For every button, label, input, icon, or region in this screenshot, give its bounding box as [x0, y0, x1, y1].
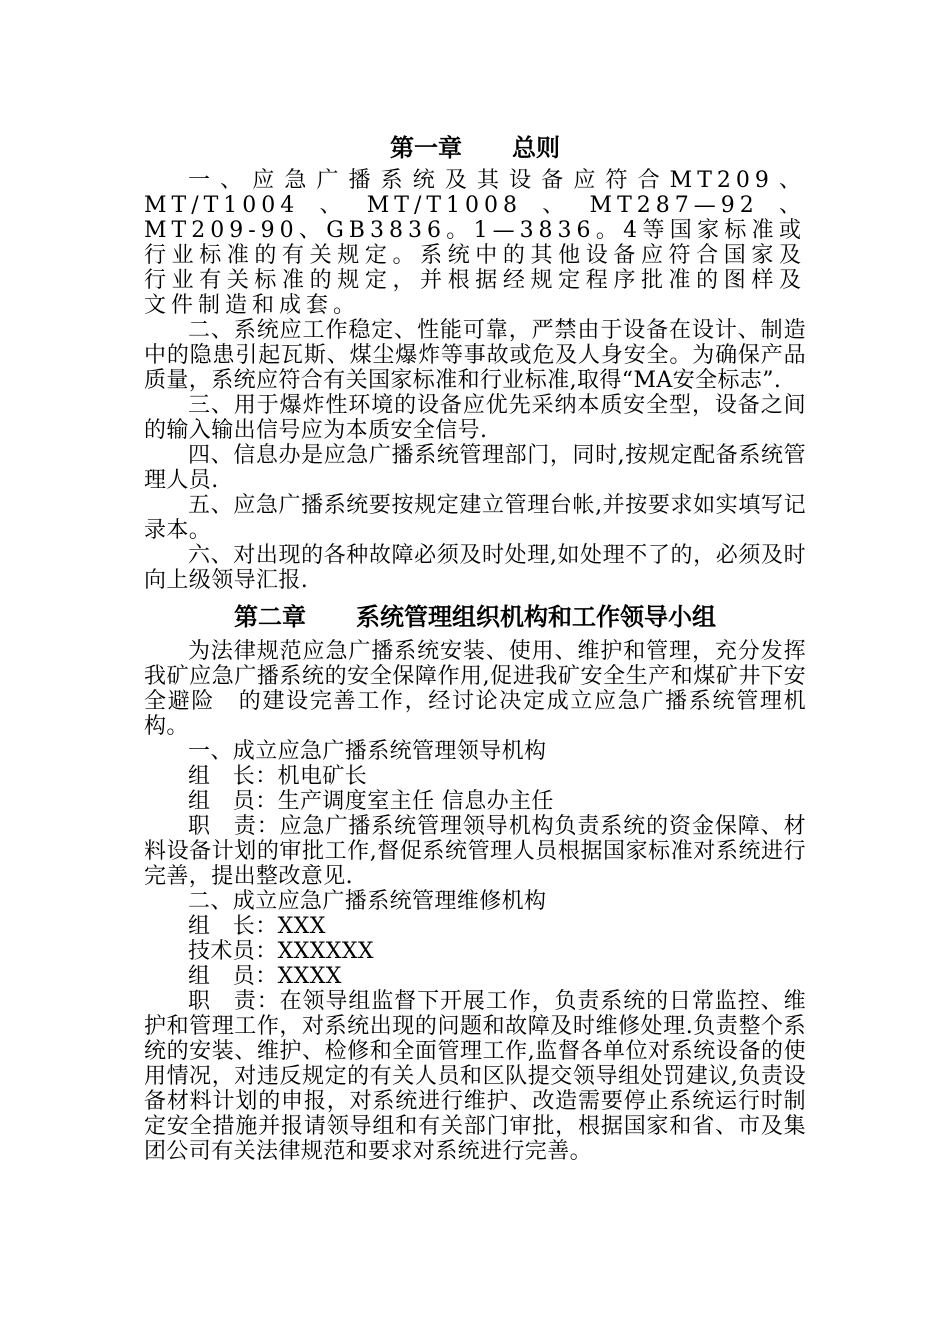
chapter1-paragraph-6: 六、对出现的各种故障必须及时处理,如处理不了的，必须及时向上级领导汇报.: [144, 543, 806, 593]
section1-heading: 一、成立应急广播系统管理领导机构: [188, 739, 547, 764]
chapter1-paragraph-3: 三、用于爆炸性环境的设备应优先采纳本质安全型，设备之间的输入输出信号应为本质安全信号.: [144, 393, 806, 443]
chapter2-title: 系统管理组织机构和工作领导小组: [356, 602, 716, 631]
section1-members: 组 员：生产调度室主任 信息办主任: [188, 789, 554, 814]
section2-heading: 二、成立应急广播系统管理维修机构: [188, 889, 547, 914]
section2-leader: 组 长：XXX: [188, 914, 326, 939]
chapter2-label: 第二章: [234, 602, 306, 631]
section2-members: 组 员：XXXX: [188, 964, 342, 989]
section2-duties: 职 责：在领导组监督下开展工作，负责系统的日常监控、维护和管理工作，对系统出现的问题和故障及时维修处理.负责整个系统的安装、维护、检修和全面管理工作,监督各单位对系统设备的使用情况，对违反规定的有关人员和区队提交领导组处罚建议,负责设备材料计划的申报，对系统进行维护、改造需要停止系统运行时制定安全措施并报请领导组和有关部门审批，根据国家和省、市及集团公司有关法律规范和要求对系统进行完善。: [144, 989, 806, 1164]
chapter1-title: 总则: [512, 133, 560, 162]
chapter1-paragraph-1: 一、应急广播系统及其设备应符合MT209、MT/T1004、MT/T1008、MT287—92、MT209-90、GB3836。1—3836。4等国家标准或行业标准的有关规定。系统中的其他设备应符合国家及行业有关标准的规定，并根据经规定程序批准的图样及文件制造和成套。: [144, 168, 806, 318]
chapter1-heading: [144, 128, 806, 168]
section1-leader: 组 长：机电矿长: [188, 764, 368, 789]
chapter2-intro: 为法律规范应急广播系统安装、使用、维护和管理，充分发挥我矿应急广播系统的安全保障作用,促进我矿安全生产和煤矿井下安全避险 的建设完善工作，经讨论决定成立应急广播系统管理机构。: [144, 639, 806, 739]
section2-technician: 技术员：XXXXXX: [188, 939, 374, 964]
section1-duties: 职 责：应急广播系统管理领导机构负责系统的资金保障、材料设备计划的审批工作,督促系统管理人员根据国家标准对系统进行完善，提出整改意见.: [144, 814, 806, 889]
chapter1-paragraph-5: 五、应急广播系统要按规定建立管理台帐,并按要求如实填写记录本。: [144, 493, 806, 543]
chapter2-heading: [144, 597, 806, 637]
chapter1-paragraph-4: 四、信息办是应急广播系统管理部门，同时,按规定配备系统管理人员.: [144, 443, 806, 493]
document-page: [144, 128, 806, 1164]
chapter1-label: 第一章: [390, 133, 462, 162]
chapter1-paragraph-2: 二、系统应工作稳定、性能可靠，严禁由于设备在设计、制造中的隐患引起瓦斯、煤尘爆炸等事故或危及人身安全。为确保产品质量，系统应符合有关国家标准和行业标准,取得“MA安全标志”.: [144, 318, 806, 393]
